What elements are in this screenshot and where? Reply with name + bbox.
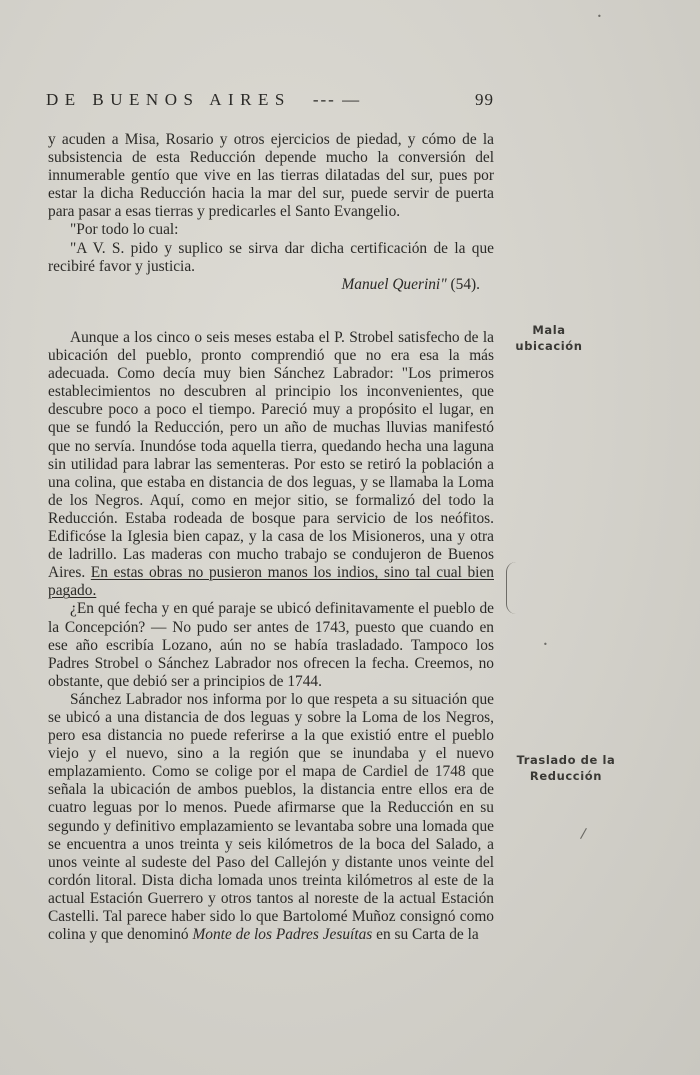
text-block-top	[48, 131, 494, 294]
margin-note-traslado: Traslado de la Reducción	[516, 753, 616, 783]
speck-mark: •	[543, 640, 548, 649]
page-number: 99	[475, 90, 494, 109]
paragraph-quote-intro: "Por todo lo cual:	[70, 221, 179, 239]
speck-mark-top: •	[597, 12, 602, 21]
pencil-bracket-mark	[506, 562, 521, 614]
running-header	[46, 90, 494, 110]
paragraph-petition: "A V. S. pido y suplico se sirva dar dicha certificación de la que recibiré favor y justicia.	[48, 239, 494, 275]
paragraph-continuation: y acuden a Misa, Rosario y otros ejercicios de piedad, y cómo de la subsistencia de esta Reducción depende mucho la conversión del innumerable gentío que vive en las tierras dilatadas del sur, pues por estar la dicha Reducción hacia la mar del sur, puede servir de puerta para pasar a esas tierras y predicarles el Santo Evangelio.	[48, 131, 494, 221]
signature-line	[48, 276, 494, 294]
underlined-passage: En estas obras no pusieron manos los indios, sino tal cual bien pagado.	[48, 564, 494, 600]
margin-note-mala-ubicacion: Mala ubicación	[515, 323, 583, 353]
paragraph-sanchez-labrador	[48, 691, 494, 944]
italic-place-name: Monte de los Padres Jesuítas	[192, 926, 373, 944]
header-dashes: --- —	[312, 90, 362, 109]
paragraph-aunque-text: Aunque a los cinco o seis meses estaba el P. Strobel satisfecho de la ubicación del pueblo, pronto comprendió que no era esa la más adecuada. Como decía muy bien Sánchez Labrador: "Los primeros establecimientos no descubren al principio los inconvenientes, que descubre poco a poco el tiempo. Pareció muy a propósito el lugar, en que se fundó la Reducción, pero un año de muchas lluvias manifestó que no servía. Inundóse toda aquella tierra, quedando hecha una laguna sin utilidad para labrar las sementeras. Por esto se retiró la población a una colina, que estaba en distancia de dos leguas, y se llamaba la Loma de los Negros. Aquí, como en mejor sitio, se formalizó del todo la Reducción. Estaba rodeada de bosque para servicio de los neófitos. Edificóse la Iglesia bien capaz, y la casa de los Misioneros, una y otra de ladrillo. Las maderas con mucho trabajo se condujeron de Buenos Aires.	[48, 329, 494, 582]
signature-name: Manuel Querini"	[341, 275, 447, 293]
paragraph-en-que-fecha: ¿En qué fecha y en qué paraje se ubicó definitavamente el pueblo de la Concepción? — No pudo ser antes de 1743, puesto que cuando en ese año escribía Lozano, aún no se había trasladado. Tampoco los Padres Strobel o Sánchez Labrador nos ofrecen la fecha. Creemos, no obstante, que debió ser a principios de 1744.	[48, 600, 494, 690]
running-title: DE BUENOS AIRES	[46, 90, 291, 109]
paragraph-sanchez-text: Sánchez Labrador nos informa por lo que respeta a su situación que se ubicó a una distancia de dos leguas y sobre la Loma de los Negros, pero esa distancia no puede referirse a la que existió entre el pueblo viejo y el nuevo, sino a la región que se inundaba y el nuevo emplazamiento. Como se colige por el mapa de Cardiel de 1748 que señala la ubicación de ambos pueblos, la distancia entre ellos era de cuatro leguas por lo menos. Puede afirmarse que la Reducción en su segundo y definitivo emplazamiento se levantaba sobre una lomada que se encuentra a unos treinta y seis kilómetros de la boca del Salado, a unos veinte al sudeste del Paso del Callejón y distante unos veinte del cordón litoral. Dista dicha lomada unos treinta kilómetros al este de la actual Estación Guerrero y otros tantos al noreste de la actual Estación Castelli. Tal parece haber sido lo que Bartolomé Muñoz consignó como colina y que denominó	[48, 690, 494, 944]
paragraph-aunque	[48, 329, 494, 600]
footnote-reference: (54).	[446, 275, 480, 293]
pencil-stroke-mark: /	[579, 825, 588, 843]
text-block-main	[48, 329, 494, 944]
paragraph-sanchez-end: en su Carta de la	[372, 926, 479, 944]
